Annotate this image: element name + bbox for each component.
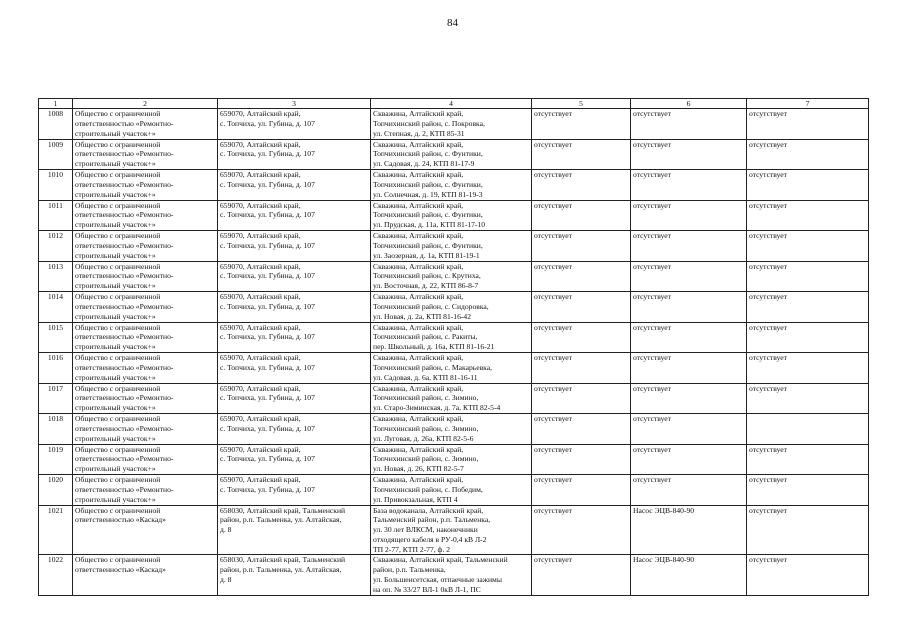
column7-cell: отсутствует: [747, 200, 869, 231]
object-cell-line: ул. Солнечная, д. 19, КТП 81-19-3: [373, 189, 483, 199]
object-cell-line: Скважина, Алтайский край,: [373, 414, 464, 423]
address-cell: [218, 170, 371, 201]
column5-cell: отсутствует: [532, 109, 631, 140]
row-number: 1015: [39, 322, 73, 353]
object-cell: [371, 353, 532, 384]
object-cell: [371, 322, 532, 353]
address-cell-line: 658030, Алтайский край, Тальменский: [220, 555, 346, 565]
column5-cell: отсутствует: [532, 200, 631, 231]
object-cell-line: Тальменский район, р.п. Тальменка,: [373, 515, 491, 525]
address-cell-line: район, р.п. Тальменка, ул. Алтайская,: [220, 515, 342, 525]
row-number: 1009: [39, 139, 73, 170]
column6-cell: отсутствует: [631, 200, 747, 231]
row-number: 1008: [39, 109, 73, 140]
owner-cell: [73, 231, 218, 262]
owner-cell-line: ответственностью «Ремонтно-: [75, 210, 174, 220]
column5-cell: отсутствует: [532, 505, 631, 555]
address-cell-line: 659070, Алтайский край,: [220, 261, 301, 271]
address-cell: [218, 475, 371, 506]
object-cell-line: Топчихинский район, с. Фунтики,: [373, 149, 483, 159]
column-number-5: 5: [532, 99, 631, 109]
row-number: 1012: [39, 231, 73, 262]
column-number-2: 2: [73, 99, 218, 109]
object-cell-line: ул. Прудская, д. 11а, КТП 81-17-10: [373, 220, 486, 230]
object-cell-line: Скважина, Алтайский край,: [373, 383, 464, 393]
address-cell-line: д. 8: [220, 575, 232, 585]
table-row: [39, 292, 869, 323]
object-cell-line: Скважина, Алтайский край,: [373, 200, 464, 210]
page-number: 84: [447, 17, 458, 29]
address-cell-line: с. Топчиха, ул. Губина, д. 107: [220, 423, 315, 433]
object-cell: [371, 475, 532, 506]
address-cell-line: 659070, Алтайский край,: [220, 292, 301, 301]
object-cell-line: Скважина, Алтайский край,: [373, 444, 464, 454]
owner-cell-line: Общество с ограниченной: [75, 383, 161, 393]
owner-cell-line: Общество с ограниченной: [75, 292, 161, 301]
owner-cell-line: Общество с ограниченной: [75, 475, 161, 484]
column-number-6: 6: [631, 99, 747, 109]
owner-cell-line: Общество с ограниченной: [75, 555, 161, 565]
owner-cell-line: ответственностью «Ремонтно-: [75, 149, 174, 159]
object-cell: [371, 170, 532, 201]
table-row: [39, 414, 869, 445]
address-cell-line: с. Топчиха, ул. Губина, д. 107: [220, 332, 315, 342]
owner-cell-line: ответственностью «Ремонтно-: [75, 118, 174, 128]
address-cell-line: 659070, Алтайский край,: [220, 109, 301, 118]
column6-cell: отсутствует: [631, 170, 747, 201]
row-number: 1019: [39, 444, 73, 475]
address-cell-line: с. Топчиха, ул. Губина, д. 107: [220, 149, 315, 159]
object-cell: [371, 555, 532, 596]
owner-cell-line: ответственностью «Ремонтно-: [75, 271, 174, 281]
address-cell-line: 659070, Алтайский край,: [220, 444, 301, 454]
table-row: [39, 170, 869, 201]
table-row: [39, 353, 869, 384]
column-number-3: 3: [218, 99, 371, 109]
table-body: [39, 109, 869, 596]
owner-cell-line: Общество с ограниченной: [75, 322, 161, 332]
owner-cell-line: ответственностью «Ремонтно-: [75, 332, 174, 342]
owner-cell-line: строительный участок+»: [75, 189, 156, 199]
address-cell-line: с. Топчиха, ул. Губина, д. 107: [220, 210, 315, 220]
object-cell-line: Топчихинский район, с. Фунтики,: [373, 240, 483, 250]
column6-cell: отсутствует: [631, 444, 747, 475]
owner-cell: [73, 475, 218, 506]
column7-cell: отсутствует: [747, 475, 869, 506]
owner-cell-line: строительный участок+»: [75, 311, 156, 321]
column7-cell: отсутствует: [747, 170, 869, 201]
column6-cell: Насос ЭЦВ-840-90: [631, 505, 747, 555]
object-cell-line: ул. Садовая, д. 6а, КТП 81-16-11: [373, 372, 478, 382]
column6-cell: отсутствует: [631, 322, 747, 353]
object-cell-line: Топчихинский район, с. Зимино,: [373, 454, 479, 464]
column7-cell: отсутствует: [747, 322, 869, 353]
column7-cell: отсутствует: [747, 555, 869, 596]
address-cell-line: с. Топчиха, ул. Губина, д. 107: [220, 271, 315, 281]
column5-cell: отсутствует: [532, 261, 631, 292]
address-cell-line: с. Топчиха, ул. Губина, д. 107: [220, 118, 315, 128]
address-cell: [218, 505, 371, 555]
owner-cell-line: ответственностью «Ремонтно-: [75, 393, 174, 403]
owner-cell: [73, 139, 218, 170]
address-cell-line: 659070, Алтайский край,: [220, 200, 301, 210]
object-cell-line: ул. Заозерная, д. 1а, КТП 81-19-1: [373, 250, 480, 260]
owner-cell-line: ответственностью «Ремонтно-: [75, 423, 174, 433]
column6-cell: отсутствует: [631, 383, 747, 414]
table-row: [39, 322, 869, 353]
column5-cell: отсутствует: [532, 322, 631, 353]
owner-cell-line: Общество с ограниченной: [75, 261, 161, 271]
address-cell: [218, 200, 371, 231]
object-cell-line: Топчихинский район, с. Сидоровка,: [373, 301, 489, 311]
address-cell-line: 659070, Алтайский край,: [220, 414, 301, 423]
row-number: 1013: [39, 261, 73, 292]
object-cell: [371, 414, 532, 445]
owner-cell-line: Общество с ограниченной: [75, 505, 161, 515]
object-cell-line: Топчихинский район, с. Зимино,: [373, 423, 479, 433]
owner-cell-line: ответственностью «Ремонтно-: [75, 454, 174, 464]
column7-cell: отсутствует: [747, 231, 869, 262]
object-cell-line: район, р.п. Тальменка,: [373, 565, 446, 575]
row-number: 1021: [39, 505, 73, 555]
object-cell-line: Топчихинский район, с. Фунтики,: [373, 210, 483, 220]
owner-cell-line: Общество с ограниченной: [75, 200, 161, 210]
address-cell-line: 659070, Алтайский край,: [220, 353, 301, 362]
row-number: 1011: [39, 200, 73, 231]
object-cell: [371, 200, 532, 231]
column7-cell: отсутствует: [747, 383, 869, 414]
owner-cell-line: Общество с ограниченной: [75, 139, 161, 149]
object-cell-line: Топчихинский район, с. Покровка,: [373, 118, 485, 128]
address-cell-line: с. Топчиха, ул. Губина, д. 107: [220, 240, 315, 250]
object-cell-line: Скважина, Алтайский край,: [373, 231, 464, 240]
address-cell-line: с. Топчиха, ул. Губина, д. 107: [220, 393, 315, 403]
row-number: 1014: [39, 292, 73, 323]
address-cell: [218, 109, 371, 140]
column6-cell: отсутствует: [631, 109, 747, 140]
column5-cell: отсутствует: [532, 353, 631, 384]
owner-cell-line: ответственностью «Каскад»: [75, 515, 166, 525]
object-cell-line: ул. Восточная, д. 22, КТП 86-8-7: [373, 281, 479, 291]
object-cell: [371, 231, 532, 262]
object-cell-line: отходящего кабеля в РУ-0,4 кВ Л-2: [373, 534, 487, 544]
owner-cell-line: ответственностью «Ремонтно-: [75, 240, 174, 250]
column5-cell: отсутствует: [532, 170, 631, 201]
address-cell-line: район, р.п. Тальменка, ул. Алтайская,: [220, 565, 342, 575]
object-cell-line: Топчихинский район, с. Фунтики,: [373, 179, 483, 189]
owner-cell: [73, 200, 218, 231]
object-cell-line: Топчихинский район, с. Макарьевка,: [373, 362, 493, 372]
column-number-4: 4: [371, 99, 532, 109]
table-row: [39, 231, 869, 262]
owner-cell: [73, 109, 218, 140]
column5-cell: отсутствует: [532, 231, 631, 262]
owner-cell: [73, 505, 218, 555]
owner-cell-line: строительный участок+»: [75, 342, 156, 352]
address-cell: [218, 555, 371, 596]
object-cell-line: Скважина, Алтайский край,: [373, 170, 464, 179]
object-cell-line: ТП 2-77, КТП 2-77, ф. 2: [373, 544, 451, 554]
owner-cell-line: строительный участок+»: [75, 372, 156, 382]
object-cell-line: ул. Большеисетская, отпаечные зажимы: [373, 575, 502, 585]
address-cell-line: с. Топчиха, ул. Губина, д. 107: [220, 454, 315, 464]
owner-cell: [73, 383, 218, 414]
column5-cell: отсутствует: [532, 414, 631, 445]
object-cell: [371, 383, 532, 414]
owner-cell-line: Общество с ограниченной: [75, 231, 161, 240]
column6-cell: отсутствует: [631, 292, 747, 323]
object-cell: [371, 139, 532, 170]
row-number: 1022: [39, 555, 73, 596]
object-cell-line: Скважина, Алтайский край,: [373, 322, 464, 332]
row-number: 1020: [39, 475, 73, 506]
owner-cell-line: строительный участок+»: [75, 494, 156, 504]
address-cell: [218, 292, 371, 323]
owner-cell: [73, 322, 218, 353]
table-row: [39, 383, 869, 414]
owner-cell-line: строительный участок+»: [75, 128, 156, 138]
column7-cell: отсутствует: [747, 353, 869, 384]
table-row: [39, 109, 869, 140]
row-number: 1017: [39, 383, 73, 414]
address-cell: [218, 231, 371, 262]
column7-cell: отсутствует: [747, 444, 869, 475]
owner-cell: [73, 414, 218, 445]
row-number: 1010: [39, 170, 73, 201]
address-cell-line: д. 8: [220, 525, 232, 535]
address-cell-line: 659070, Алтайский край,: [220, 322, 301, 332]
column6-cell: Насос ЭЦВ-840-90: [631, 555, 747, 596]
object-cell-line: ул. Новая, д. 26, КТП 82-5-7: [373, 464, 464, 474]
column-number-row: [39, 99, 869, 109]
address-cell: [218, 444, 371, 475]
object-cell: [371, 292, 532, 323]
owner-cell-line: ответственностью «Ремонтно-: [75, 362, 174, 372]
object-cell-line: Скважина, Алтайский край, Тальменский: [373, 555, 508, 565]
column5-cell: отсутствует: [532, 292, 631, 323]
column6-cell: отсутствует: [631, 261, 747, 292]
object-cell-line: Топчихинский район, с. Крутиха,: [373, 271, 481, 281]
object-cell: [371, 505, 532, 555]
object-cell-line: ул. Привокзальная, КТП 4: [373, 494, 458, 504]
object-cell-line: Топчихинский район, с. Ракиты,: [373, 332, 478, 342]
address-cell: [218, 353, 371, 384]
table-row: [39, 505, 869, 555]
table-row: [39, 555, 869, 596]
object-cell-line: ул. Старо-Зиминская, д. 7а, КТП 82-5-4: [373, 403, 501, 413]
object-cell-line: Скважина, Алтайский край,: [373, 139, 464, 149]
address-cell: [218, 261, 371, 292]
object-cell-line: ул. Новая, д. 2а, КТП 81-16-42: [373, 311, 472, 321]
object-cell-line: ул. Степная, д. 2, КТП 85-31: [373, 128, 465, 138]
owner-cell: [73, 170, 218, 201]
owner-cell-line: строительный участок+»: [75, 159, 156, 169]
address-cell: [218, 322, 371, 353]
table-row: [39, 475, 869, 506]
address-cell: [218, 139, 371, 170]
owner-cell-line: Общество с ограниченной: [75, 444, 161, 454]
owner-cell-line: строительный участок+»: [75, 403, 156, 413]
object-cell-line: на оп. № 33/27 ВЛ-1 0кВ Л-1, ПС: [373, 584, 481, 594]
column6-cell: отсутствует: [631, 353, 747, 384]
column5-cell: отсутствует: [532, 139, 631, 170]
address-cell: [218, 414, 371, 445]
column6-cell: отсутствует: [631, 414, 747, 445]
object-cell-line: Топчихинский район, с. Победим,: [373, 484, 483, 494]
table-row: [39, 139, 869, 170]
owner-cell: [73, 353, 218, 384]
column5-cell: отсутствует: [532, 383, 631, 414]
owner-cell-line: строительный участок+»: [75, 433, 156, 443]
address-cell-line: 659070, Алтайский край,: [220, 475, 301, 484]
object-cell-line: База водоканала, Алтайский край,: [373, 505, 484, 515]
object-cell-line: ул. Садовая, д. 24, КТП 81-17-9: [373, 159, 475, 169]
object-cell-line: Скважина, Алтайский край,: [373, 292, 464, 301]
object-cell: [371, 444, 532, 475]
owner-cell: [73, 292, 218, 323]
column-number-1: 1: [39, 99, 73, 109]
owner-cell-line: строительный участок+»: [75, 250, 156, 260]
owner-cell-line: Общество с ограниченной: [75, 353, 161, 362]
owner-cell-line: ответственностью «Ремонтно-: [75, 179, 174, 189]
address-cell-line: 658030, Алтайский край, Тальменский: [220, 505, 346, 515]
column6-cell: отсутствует: [631, 139, 747, 170]
address-cell-line: 659070, Алтайский край,: [220, 139, 301, 149]
table-row: [39, 200, 869, 231]
owner-cell-line: строительный участок+»: [75, 281, 156, 291]
owner-cell: [73, 261, 218, 292]
object-cell-line: Скважина, Алтайский край,: [373, 475, 464, 484]
object-cell-line: Скважина, Алтайский край,: [373, 109, 464, 118]
address-cell: [218, 383, 371, 414]
owner-cell-line: Общество с ограниченной: [75, 109, 161, 118]
column7-cell: отсутствует: [747, 292, 869, 323]
owner-cell-line: строительный участок+»: [75, 220, 156, 230]
address-cell-line: с. Топчиха, ул. Губина, д. 107: [220, 362, 315, 372]
address-cell-line: 659070, Алтайский край,: [220, 383, 301, 393]
object-cell-line: Топчихинский район, с. Зимино,: [373, 393, 479, 403]
row-number: 1018: [39, 414, 73, 445]
object-cell-line: ул. Луговая, д. 26а, КТП 82-5-6: [373, 433, 474, 443]
column7-cell: отсутствует: [747, 505, 869, 555]
object-cell-line: пер. Школьный, д. 16а, КТП 81-16-21: [373, 342, 495, 352]
owner-cell-line: строительный участок+»: [75, 464, 156, 474]
column6-cell: отсутствует: [631, 231, 747, 262]
owner-cell-line: ответственностью «Ремонтно-: [75, 301, 174, 311]
column7-cell: отсутствует: [747, 261, 869, 292]
address-cell-line: 659070, Алтайский край,: [220, 170, 301, 179]
object-cell-line: ул. 30 лет ВЛКСМ, наконечники: [373, 525, 478, 535]
table-row: [39, 444, 869, 475]
address-cell-line: с. Топчиха, ул. Губина, д. 107: [220, 484, 315, 494]
owner-cell: [73, 444, 218, 475]
column6-cell: отсутствует: [631, 475, 747, 506]
column5-cell: отсутствует: [532, 475, 631, 506]
object-cell: [371, 261, 532, 292]
object-cell: [371, 109, 532, 140]
address-cell-line: 659070, Алтайский край,: [220, 231, 301, 240]
owner-cell-line: Общество с ограниченной: [75, 170, 161, 179]
address-cell-line: с. Топчиха, ул. Губина, д. 107: [220, 179, 315, 189]
column7-cell: отсутствует: [747, 109, 869, 140]
column5-cell: отсутствует: [532, 555, 631, 596]
owner-cell-line: ответственностью «Каскад»: [75, 565, 166, 575]
column5-cell: отсутствует: [532, 444, 631, 475]
row-number: 1016: [39, 353, 73, 384]
table-row: [39, 261, 869, 292]
owner-cell-line: ответственностью «Ремонтно-: [75, 484, 174, 494]
address-cell-line: с. Топчиха, ул. Губина, д. 107: [220, 301, 315, 311]
column7-cell: [747, 414, 869, 445]
column-number-7: 7: [747, 99, 869, 109]
owner-cell: [73, 555, 218, 596]
object-cell-line: Скважина, Алтайский край,: [373, 353, 464, 362]
column7-cell: отсутствует: [747, 139, 869, 170]
registry-table: [38, 98, 869, 596]
owner-cell-line: Общество с ограниченной: [75, 414, 161, 423]
object-cell-line: Скважина, Алтайский край,: [373, 261, 464, 271]
